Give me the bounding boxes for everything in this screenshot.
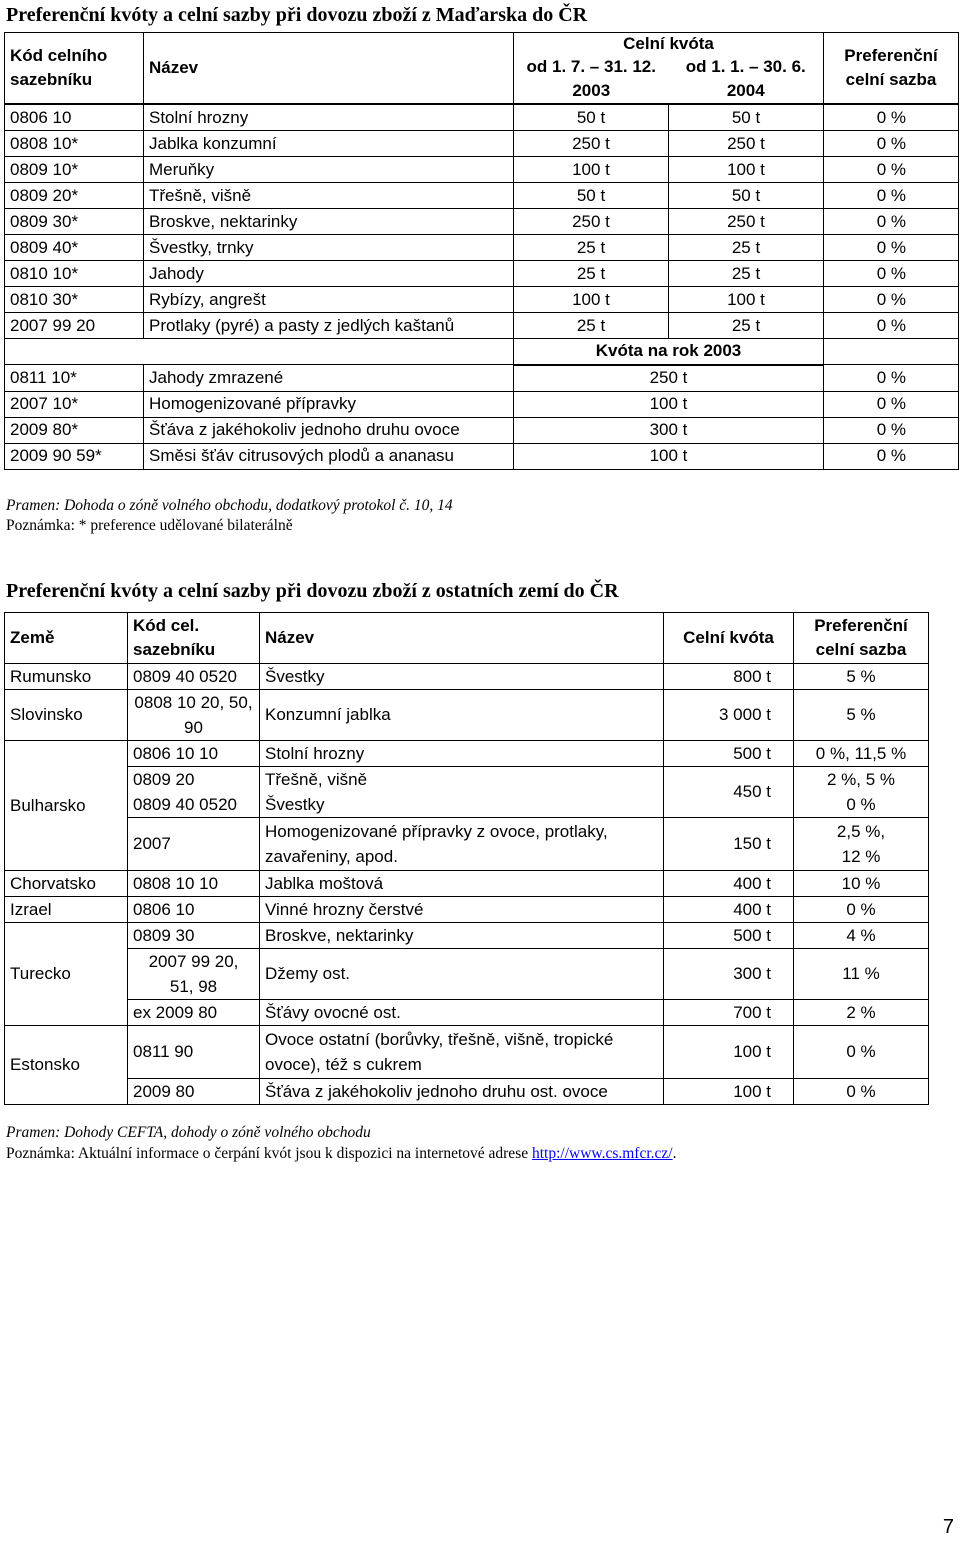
rate-cell: 0 % bbox=[824, 235, 959, 261]
quota-cell: 300 t bbox=[664, 949, 794, 1000]
rate-cell: 0 % bbox=[824, 365, 959, 392]
rate-line: 0 % bbox=[846, 795, 876, 814]
code-cell: ex 2009 80 bbox=[128, 1000, 260, 1026]
code-cell: 0806 10 bbox=[5, 104, 144, 131]
header-name: Název bbox=[144, 33, 514, 105]
q2-cell: 25 t bbox=[669, 313, 824, 339]
code-cell: 0809 20* bbox=[5, 183, 144, 209]
q2-cell: 100 t bbox=[669, 157, 824, 183]
note-suffix: . bbox=[672, 1145, 677, 1162]
name-cell bbox=[260, 1026, 664, 1079]
table-row bbox=[5, 104, 959, 131]
quota-cell: 450 t bbox=[664, 767, 794, 818]
table-row bbox=[5, 157, 959, 183]
q2-cell: 25 t bbox=[669, 235, 824, 261]
name-cell: Šťáva z jakéhokoliv jednoho druhu ost. ovoce bbox=[260, 1079, 664, 1105]
header-country: Země bbox=[5, 613, 128, 664]
q1-cell: 100 t bbox=[514, 157, 669, 183]
code-cell: 2009 80* bbox=[5, 417, 144, 443]
rate-cell: 10 % bbox=[794, 871, 929, 897]
name-cell: Homogenizované přípravky bbox=[144, 391, 514, 417]
code-cell: 2007 99 20 bbox=[5, 313, 144, 339]
quota-cell: 800 t bbox=[664, 664, 794, 690]
name-cell: Protlaky (pyré) a pasty z jedlých kaštanů bbox=[144, 313, 514, 339]
code-cell: 2007 10* bbox=[5, 391, 144, 417]
table-row bbox=[5, 313, 959, 339]
code-cell: 0810 30* bbox=[5, 287, 144, 313]
code-line: 51, 98 bbox=[169, 977, 218, 996]
table-row bbox=[5, 443, 959, 469]
table-row bbox=[5, 391, 959, 417]
name-cell: Broskve, nektarinky bbox=[260, 923, 664, 949]
name-cell: Šťáva z jakéhokoliv jednoho druhu ovoce bbox=[144, 417, 514, 443]
header-period1: od 1. 7. – 31. 12. 2003 bbox=[514, 55, 669, 104]
code-cell: 0808 10 20, 50, 90 bbox=[128, 690, 260, 741]
code-line: 0809 20 bbox=[133, 770, 195, 789]
quota-cell: 150 t bbox=[664, 818, 794, 871]
name-cell: Broskve, nektarinky bbox=[144, 209, 514, 235]
rate-cell: 0 % bbox=[794, 1026, 929, 1079]
section1-note: Poznámka: * preference udělované bilaterálně bbox=[6, 517, 293, 534]
code-cell: 0809 10* bbox=[5, 157, 144, 183]
name-cell: Stolní hrozny bbox=[260, 741, 664, 767]
table-row bbox=[5, 235, 959, 261]
header-quota: Celní kvóta bbox=[664, 613, 794, 664]
name-cell: Jahody zmrazené bbox=[144, 365, 514, 392]
rate-cell: 0 % bbox=[794, 897, 929, 923]
section1-source: Pramen: Dohoda o zóně volného obchodu, dodatkový protokol č. 10, 14 bbox=[6, 497, 453, 514]
header-rate: Preferenční celní sazba bbox=[794, 613, 929, 664]
rate-line: 2,5 %, bbox=[836, 822, 886, 841]
quota-cell: 100 t bbox=[664, 1079, 794, 1105]
header-code: Kód celního sazebníku bbox=[5, 33, 144, 105]
name-cell: Džemy ost. bbox=[260, 949, 664, 1000]
country-cell: Izrael bbox=[5, 897, 128, 923]
name-cell: Meruňky bbox=[144, 157, 514, 183]
code-cell: 0809 40 0520 bbox=[128, 664, 260, 690]
name-cell: Švestky, trnky bbox=[144, 235, 514, 261]
code-cell: 0809 30 bbox=[128, 923, 260, 949]
section2-title: Preferenční kvóty a celní sazby při dovozu zboží z ostatních zemí do ČR bbox=[6, 580, 619, 602]
rate-cell: 0 % bbox=[794, 1079, 929, 1105]
code-line: 0809 40 0520 bbox=[133, 795, 237, 814]
code-cell: 0808 10 10 bbox=[128, 871, 260, 897]
page-number: 7 bbox=[942, 1516, 954, 1538]
name-cell: Stolní hrozny bbox=[144, 104, 514, 131]
rate-cell: 5 % bbox=[794, 690, 929, 741]
q-cell: 100 t bbox=[514, 391, 824, 417]
table-row bbox=[5, 209, 959, 235]
rate-cell: 0 % bbox=[824, 391, 959, 417]
quota-cell: 400 t bbox=[664, 871, 794, 897]
quota-cell: 500 t bbox=[664, 923, 794, 949]
code-cell: 2009 90 59* bbox=[5, 443, 144, 469]
quota-cell: 3 000 t bbox=[664, 690, 794, 741]
code-cell: 0811 90 bbox=[128, 1026, 260, 1079]
name-cell: Jablka konzumní bbox=[144, 131, 514, 157]
rate-cell: 5 % bbox=[794, 664, 929, 690]
quota-cell: 100 t bbox=[664, 1026, 794, 1079]
name-cell: Směsi šťáv citrusových plodů a ananasu bbox=[144, 443, 514, 469]
blank-cell bbox=[824, 339, 959, 365]
rate-cell: 0 % bbox=[824, 131, 959, 157]
q1-cell: 250 t bbox=[514, 209, 669, 235]
q1-cell: 25 t bbox=[514, 313, 669, 339]
country-cell: Slovinsko bbox=[5, 690, 128, 741]
header-period2: od 1. 1. – 30. 6. 2004 bbox=[669, 55, 824, 104]
country-cell: Turecko bbox=[5, 923, 128, 1026]
country-cell: Rumunsko bbox=[5, 664, 128, 690]
rate-cell: 0 % bbox=[824, 209, 959, 235]
section1-title: Preferenční kvóty a celní sazby při dovozu zboží z Maďarska do ČR bbox=[6, 4, 588, 26]
q1-cell: 250 t bbox=[514, 131, 669, 157]
name-cell: Vinné hrozny čerstvé bbox=[260, 897, 664, 923]
q-cell: 100 t bbox=[514, 443, 824, 469]
country-cell: Bulharsko bbox=[5, 741, 128, 871]
code-cell: 0806 10 bbox=[128, 897, 260, 923]
name-cell bbox=[260, 818, 664, 871]
header-rate: Preferenční celní sazba bbox=[824, 33, 959, 105]
rate-cell: 2 % bbox=[794, 1000, 929, 1026]
q1-cell: 25 t bbox=[514, 235, 669, 261]
rate-cell: 4 % bbox=[794, 923, 929, 949]
header-name: Název bbox=[260, 613, 664, 664]
blank-cell bbox=[5, 339, 144, 365]
subheader-annual-quota: Kvóta na rok 2003 bbox=[514, 339, 824, 365]
table-row bbox=[5, 417, 959, 443]
name-cell: Šťávy ovocné ost. bbox=[260, 1000, 664, 1026]
name-cell: Třešně, višně bbox=[144, 183, 514, 209]
rate-cell bbox=[794, 767, 929, 818]
q2-cell: 25 t bbox=[669, 261, 824, 287]
rate-cell: 0 % bbox=[824, 261, 959, 287]
code-cell: 0811 10* bbox=[5, 365, 144, 392]
rate-cell: 0 % bbox=[824, 157, 959, 183]
code-cell: 0808 10* bbox=[5, 131, 144, 157]
q2-cell: 250 t bbox=[669, 131, 824, 157]
code-cell: 0806 10 10 bbox=[128, 741, 260, 767]
name-cell bbox=[260, 767, 664, 818]
q-cell: 300 t bbox=[514, 417, 824, 443]
name-cell: Jablka moštová bbox=[260, 871, 664, 897]
note-text: Poznámka: Aktuální informace o čerpání kvót jsou k dispozici na internetové adrese bbox=[6, 1145, 532, 1162]
name-line: zavařeniny, apod. bbox=[265, 847, 398, 866]
table-row bbox=[5, 365, 959, 392]
rate-cell: 0 % bbox=[824, 417, 959, 443]
name-line: ovoce), též s cukrem bbox=[265, 1055, 422, 1074]
code-cell: 2007 bbox=[128, 818, 260, 871]
mfcr-link[interactable]: http://www.cs.mfcr.cz/ bbox=[531, 1145, 673, 1162]
q2-cell: 100 t bbox=[669, 287, 824, 313]
q-cell: 250 t bbox=[514, 365, 824, 392]
name-line: Švestky bbox=[265, 795, 325, 814]
name-line: Třešně, višně bbox=[265, 770, 368, 789]
hungary-quota-table bbox=[4, 32, 959, 470]
other-countries-quota-table bbox=[4, 612, 929, 1105]
rate-cell: 0 % bbox=[824, 287, 959, 313]
rate-line: 12 % bbox=[841, 847, 881, 866]
header-quota: Celní kvóta bbox=[514, 33, 824, 56]
code-cell bbox=[128, 767, 260, 818]
table-row bbox=[5, 131, 959, 157]
header-code: Kód cel. sazebníku bbox=[128, 613, 260, 664]
name-line: Homogenizované přípravky z ovoce, protlaky, bbox=[265, 822, 608, 841]
code-cell: 2009 80 bbox=[128, 1079, 260, 1105]
quota-cell: 700 t bbox=[664, 1000, 794, 1026]
rate-cell: 0 % bbox=[824, 183, 959, 209]
code-cell bbox=[128, 949, 260, 1000]
rate-cell: 0 %, 11,5 % bbox=[794, 741, 929, 767]
code-cell: 0809 40* bbox=[5, 235, 144, 261]
name-line: Ovoce ostatní (borůvky, třešně, višně, tropické bbox=[265, 1030, 614, 1049]
rate-cell: 11 % bbox=[794, 949, 929, 1000]
country-cell: Estonsko bbox=[5, 1026, 128, 1105]
q1-cell: 25 t bbox=[514, 261, 669, 287]
blank-cell bbox=[144, 339, 514, 365]
rate-cell bbox=[794, 818, 929, 871]
code-cell: 0809 30* bbox=[5, 209, 144, 235]
quota-cell: 500 t bbox=[664, 741, 794, 767]
country-cell: Chorvatsko bbox=[5, 871, 128, 897]
rate-cell: 0 % bbox=[824, 104, 959, 131]
code-cell: 0810 10* bbox=[5, 261, 144, 287]
q2-cell: 50 t bbox=[669, 183, 824, 209]
q2-cell: 250 t bbox=[669, 209, 824, 235]
rate-cell: 0 % bbox=[824, 443, 959, 469]
q2-cell: 50 t bbox=[669, 104, 824, 131]
name-cell: Jahody bbox=[144, 261, 514, 287]
name-cell: Rybízy, angrešt bbox=[144, 287, 514, 313]
table-row bbox=[5, 287, 959, 313]
rate-cell: 0 % bbox=[824, 313, 959, 339]
table-row bbox=[5, 183, 959, 209]
name-cell: Švestky bbox=[260, 664, 664, 690]
rate-line: 2 %, 5 % bbox=[826, 770, 896, 789]
section2-note bbox=[6, 1145, 676, 1163]
q1-cell: 50 t bbox=[514, 104, 669, 131]
name-cell: Konzumní jablka bbox=[260, 690, 664, 741]
quota-cell: 400 t bbox=[664, 897, 794, 923]
code-line: 2007 99 20, bbox=[148, 952, 239, 971]
table-row bbox=[5, 261, 959, 287]
q1-cell: 50 t bbox=[514, 183, 669, 209]
q1-cell: 100 t bbox=[514, 287, 669, 313]
section2-source: Pramen: Dohody CEFTA, dohody o zóně volného obchodu bbox=[6, 1124, 371, 1141]
